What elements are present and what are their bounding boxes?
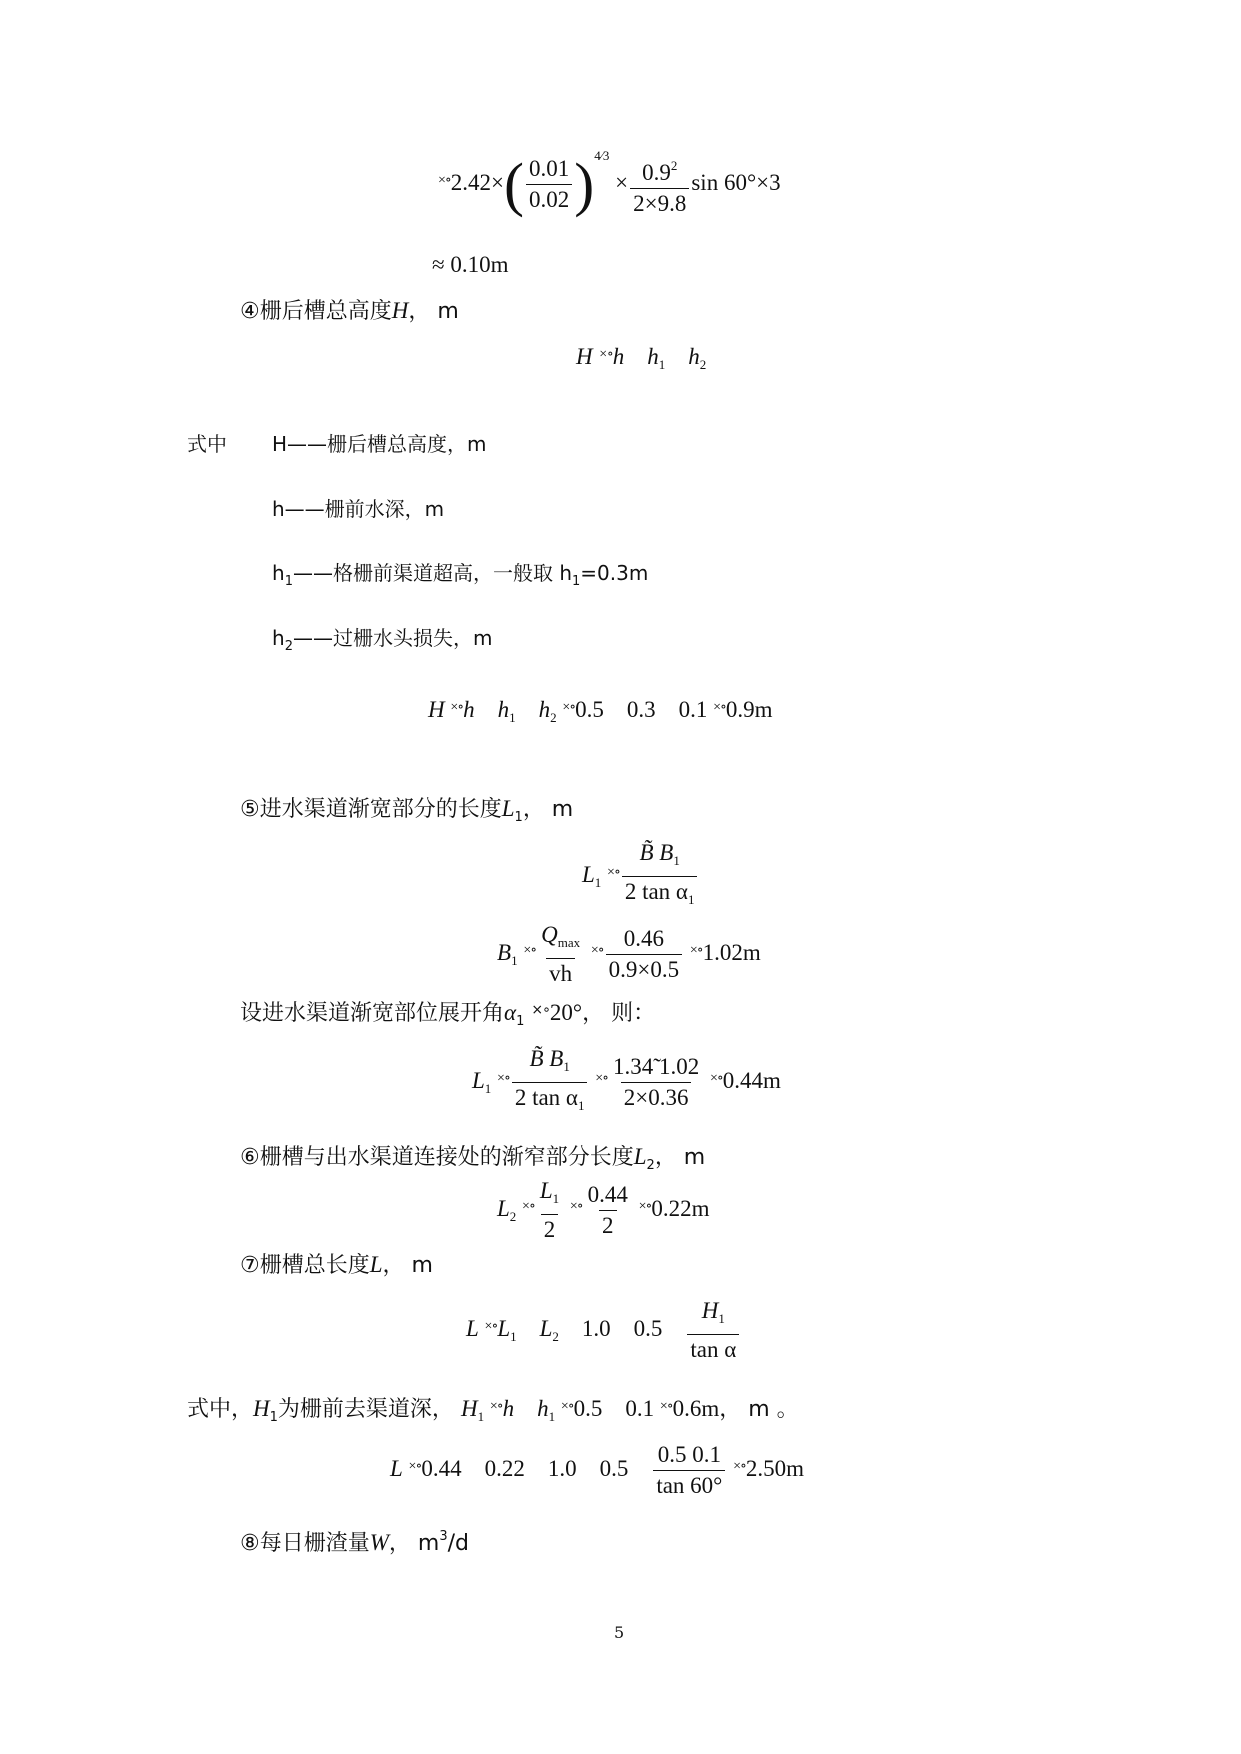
fraction-L1-over-2: $\frac{L_1}{2}$ [537, 1176, 562, 1245]
page-number: 5 [614, 1623, 625, 1642]
item5-heading: ⑤进水渠道渐宽部分的长度$L_1$， m [240, 796, 574, 825]
item6-formula: $L_2$ ×∘ $\frac{L_1}{2}$ ×∘ $\frac{0.44}{2}$ ×∘0.22m [497, 1176, 710, 1245]
fraction-2: $\frac{0.9^2}{2\times 9.8}$ [630, 151, 689, 219]
where-line-4: $h_2——$过栅水头损失，m [272, 626, 493, 654]
times-sign: × [615, 170, 629, 195]
fraction-L1-values: $\frac{1.34̃ 1.02}{2\times 0.36}$ [610, 1052, 702, 1113]
equation-L-total: L ×∘0.44 0.22 1.0 0.5 $\frac{0.5 0.1}{\tan 60^\circ}$ ×∘2.50m [390, 1440, 804, 1501]
fraction-1: $\frac{0.01}{0.02}$ [526, 154, 572, 215]
where-line-3: $h_1——$格栅前渠道超高，一般取 $h_1=0.3m$ [272, 561, 649, 589]
fraction-tan60: $\frac{0.5 0.1}{\tan 60^\circ}$ [653, 1440, 725, 1501]
item7-heading: ⑦栅槽总长度L， m [240, 1252, 433, 1278]
where-prefix: 式中 [187, 432, 227, 456]
fraction-H1-tan: $\frac{H_1}{\text{tan α}}$ [687, 1296, 739, 1365]
approx-result: ≈ 0.10m [432, 252, 509, 277]
garbled-symbol: ×∘ [438, 173, 451, 188]
fraction-L1-general: $\frac{B̃ B_1}{2 \tan \alpha_1}$ [622, 838, 698, 915]
coefficient: 2.42× [450, 170, 504, 195]
item4-heading: ④栅后槽总高度H， m [240, 298, 459, 324]
right-paren: ) [574, 151, 595, 218]
equation-L1: $L_1$ ×∘ $\frac{B̃ B_1}{2 \tan \alpha_1}$ ×∘ $\frac{1.34̃ 1.02}{2\times 0.36}$ ×∘0.44m [472, 1044, 781, 1121]
sin-term: sin 60°×3 [691, 170, 781, 195]
equation-top [438, 148, 781, 219]
equation-B1: $B_1$ ×∘ $\frac{Q_{max}}{vh}$ ×∘ $\frac{0.46}{0.9\times 0.5}$ ×∘1.02m [497, 920, 761, 989]
item4-formula: H ×∘h $h_1$ $h_2$ [576, 344, 707, 372]
where-line-1: H——栅后槽总高度，m [272, 432, 487, 456]
item8-heading: ⑧每日栅渣量W， $m^3/d$ [240, 1529, 470, 1556]
fraction-B1-values: $\frac{0.46}{0.9\times 0.5}$ [606, 924, 682, 985]
left-paren: ( [504, 151, 524, 218]
item6-heading: ⑥栅槽与出水渠道连接处的渐窄部分长度$L_2$， m [240, 1144, 706, 1173]
fraction-Q-vh: $\frac{Q_{max}}{vh}$ [538, 920, 583, 989]
exponent: 4⁄3 [594, 148, 610, 163]
where2-line: 式中，$H_1$为栅前去渠道深， $H_1$ ×∘h $h_1$ ×∘0.5 0.1 ×∘0.6m， m 。 [187, 1396, 799, 1425]
equation-H: H ×∘h $h_1$ $h_2$ ×∘0.5 0.3 0.1 ×∘0.9m [428, 697, 773, 725]
item7-formula: L $^{\times\circ}L_1$ $L_2$ 1.0 0.5 $\frac{H_1}{\text{tan α}}$ [466, 1296, 741, 1365]
item5-formula: $L_1$ ×∘ $\frac{B̃ B_1}{2 \tan \alpha_1}$ [582, 838, 699, 915]
set-angle-line: 设进水渠道渐宽部位展开角$\alpha_1$ ×∘20°， 则： [240, 1000, 656, 1029]
fraction-L1-symbolic: $\frac{B̃ B_1}{2 \tan \alpha_1}$ [512, 1044, 588, 1121]
fraction-044-over-2: $\frac{0.44}{2}$ [585, 1180, 631, 1241]
where-line-2: h——栅前水深，m [272, 497, 445, 521]
